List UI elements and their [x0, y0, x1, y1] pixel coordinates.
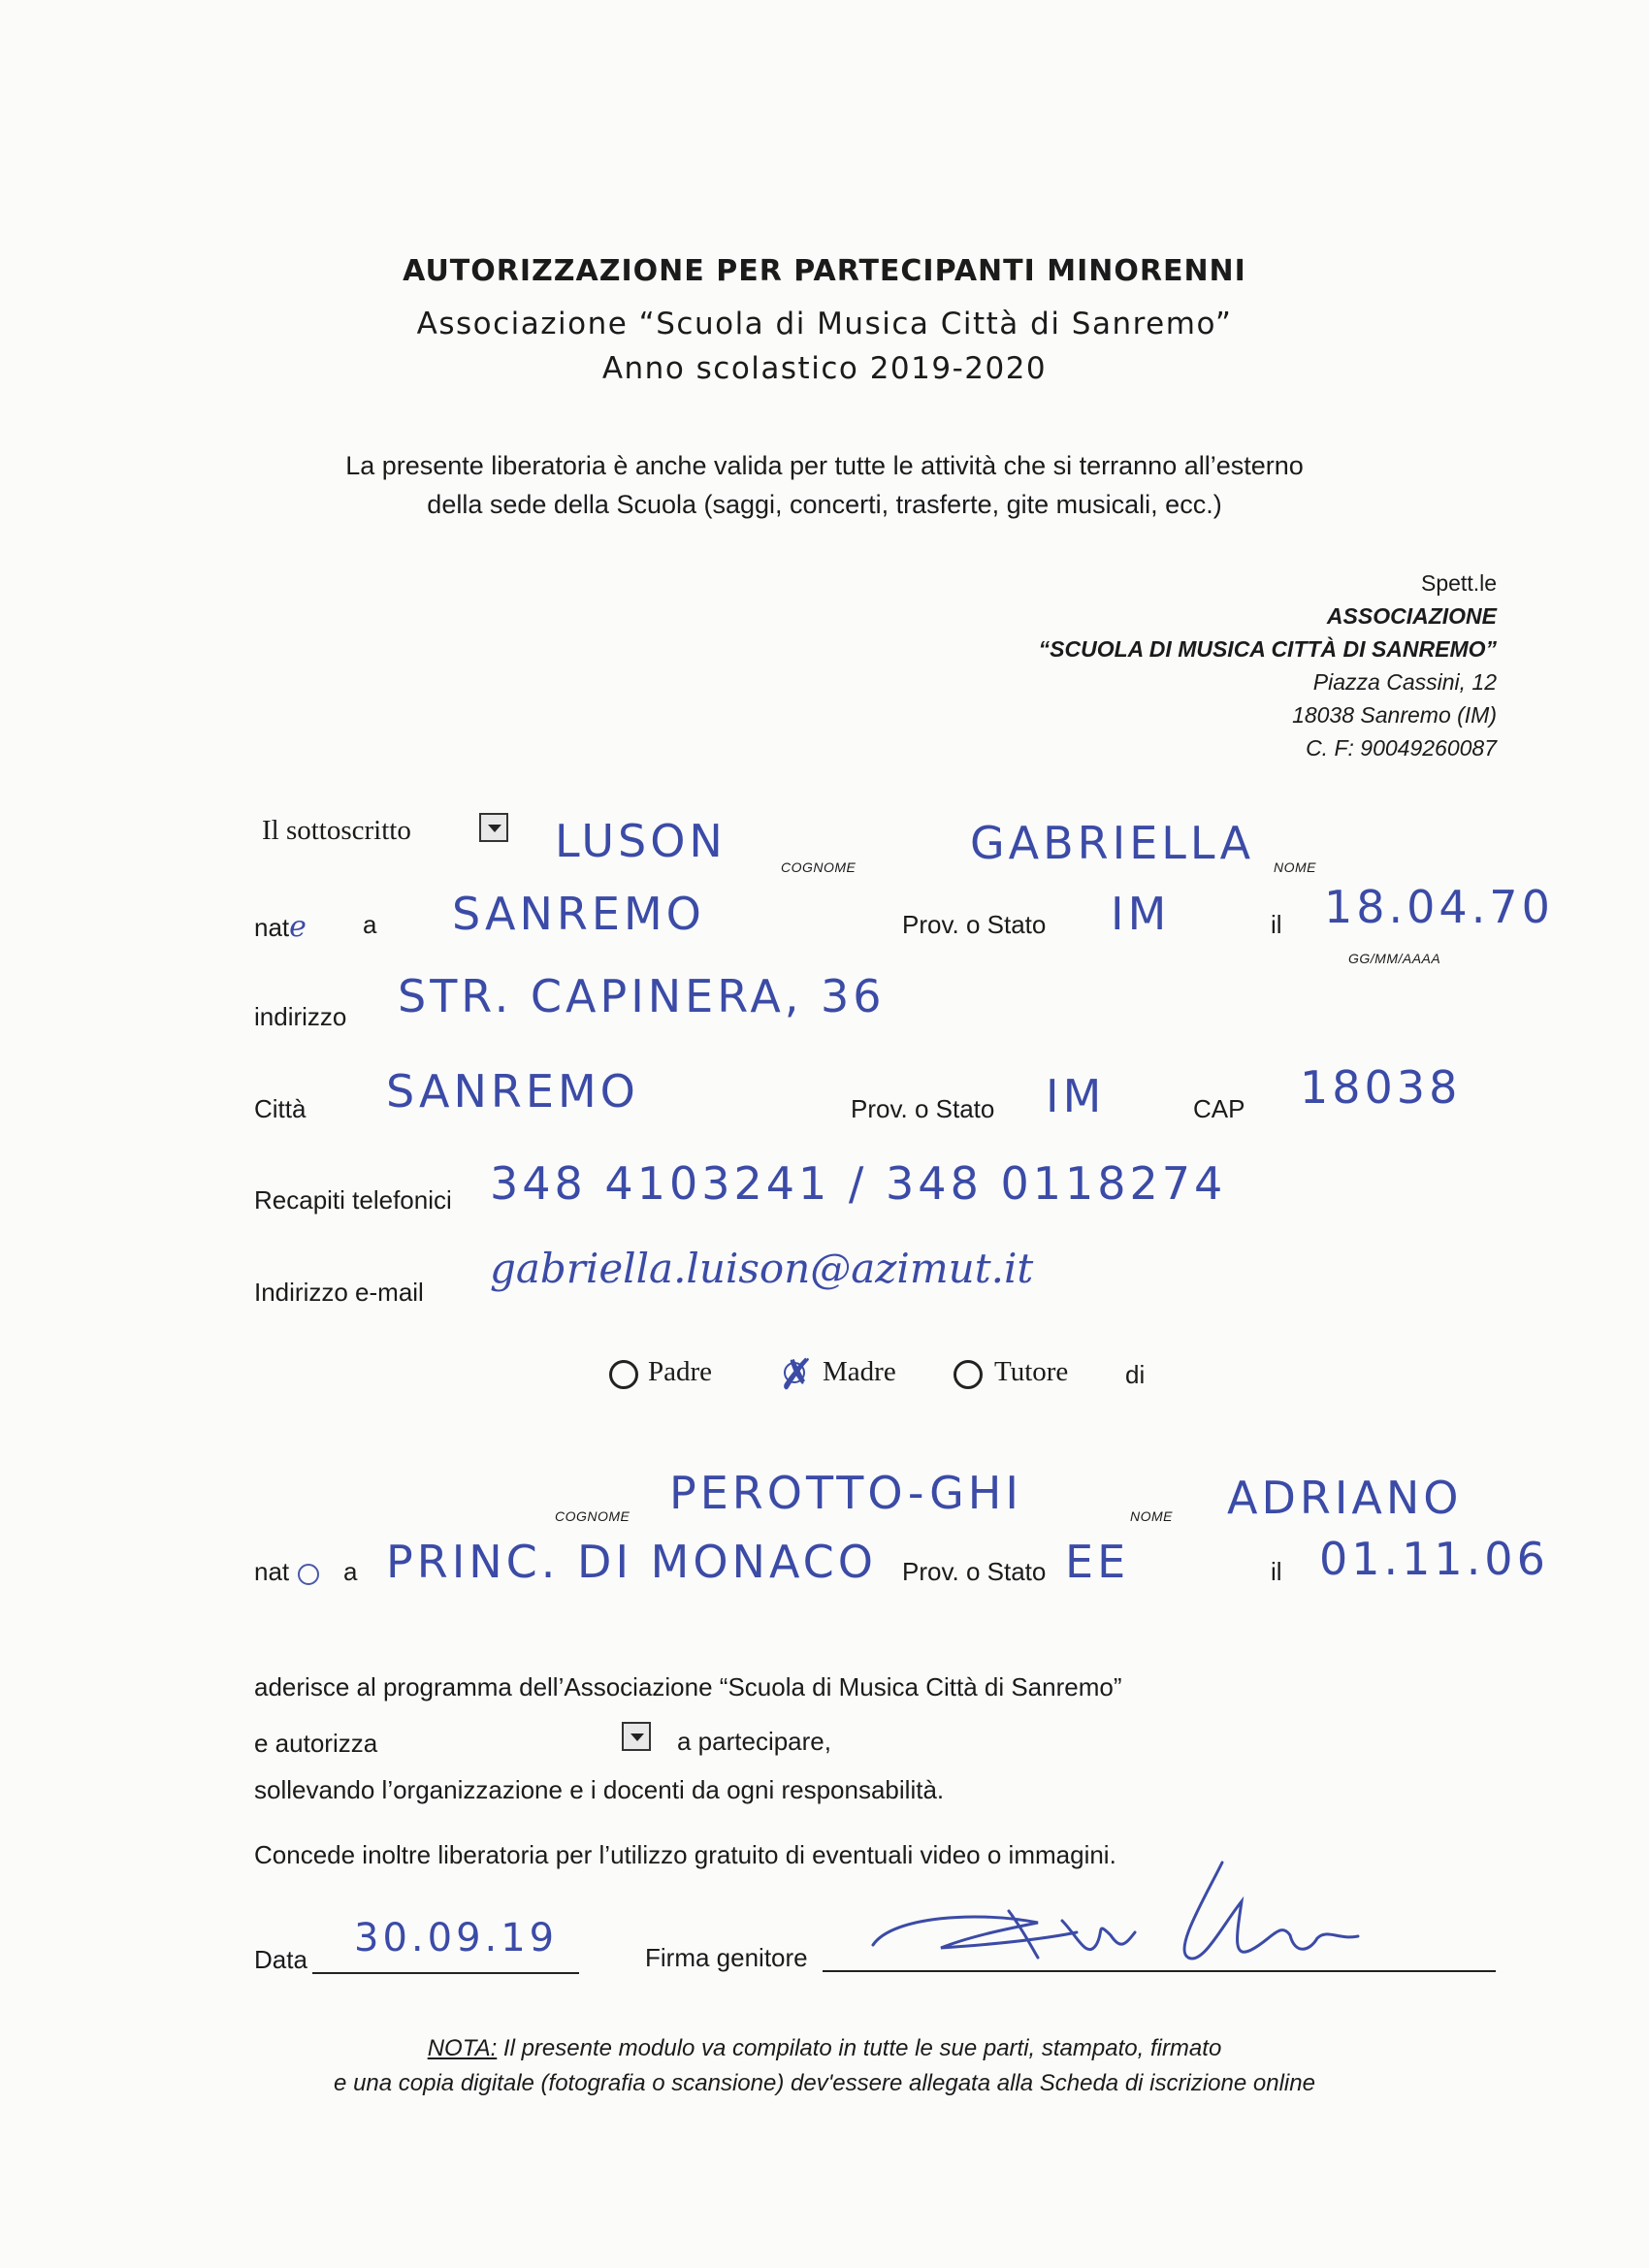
parent-nato-label: nate	[254, 910, 307, 944]
sottoscritto-label: Il sottoscritto	[262, 815, 411, 846]
padre-label: Padre	[648, 1356, 713, 1387]
child-nome-label: NOME	[1130, 1508, 1173, 1524]
tel-label: Recapiti telefonici	[254, 1185, 452, 1215]
cap-value: 18038	[1300, 1061, 1462, 1114]
parent-cognome-value: LUSON	[555, 815, 727, 867]
parent-birthdate-value: 18.04.70	[1324, 881, 1554, 933]
signature-scribble	[854, 1843, 1377, 1989]
parent-nome-value: GABRIELLA	[970, 817, 1255, 869]
child-cognome-value: PEROTTO-GHI	[669, 1467, 1022, 1519]
parent-prov-label: Prov. o Stato	[902, 910, 1047, 939]
parent-birthplace-value: SANREMO	[452, 888, 705, 940]
firma-label: Firma genitore	[645, 1943, 808, 1972]
recipient-city: 18038 Sanremo (IM)	[1292, 702, 1497, 728]
tutore-label: Tutore	[994, 1356, 1069, 1387]
citta-label: Città	[254, 1094, 307, 1123]
partecipare-label: a partecipare,	[677, 1727, 831, 1756]
indirizzo-label: indirizzo	[254, 1002, 347, 1031]
recipient-greeting: Spett.le	[1421, 570, 1497, 596]
citta-prov-label: Prov. o Stato	[851, 1094, 995, 1123]
email-value: gabriella.luison@azimut.it	[490, 1245, 1034, 1292]
citta-prov-value: IM	[1046, 1070, 1106, 1122]
nota-line-1: NOTA: Il presente modulo va compilato in tutte le sue parti, stampato, firmato	[427, 2035, 1222, 2061]
indirizzo-value: STR. CAPINERA, 36	[398, 970, 886, 1022]
parent-cognome-label: COGNOME	[781, 859, 857, 875]
child-nato-label: nat	[254, 1557, 290, 1586]
gender-dropdown[interactable]	[479, 813, 508, 842]
parent-a-label: a	[363, 910, 377, 939]
consent-line-4: Concede inoltre liberatoria per l’utilizzo gratuito di eventuali video o immagini.	[254, 1840, 1116, 1869]
consent-line-3: sollevando l’organizzazione e i docenti da ogni responsabilità.	[254, 1775, 945, 1804]
child-il-label: il	[1271, 1557, 1282, 1586]
parent-nato-suffix: e	[289, 910, 307, 944]
madre-check-mark: ✗	[779, 1350, 815, 1400]
parent-prov-value: IM	[1111, 888, 1171, 940]
child-prov-label: Prov. o Stato	[902, 1557, 1047, 1586]
child-gender-dropdown[interactable]	[622, 1722, 651, 1751]
form-title: AUTORIZZAZIONE PER PARTECIPANTI MINORENNI	[403, 254, 1246, 288]
child-a-label: a	[343, 1557, 358, 1586]
tutore-radio[interactable]	[954, 1360, 983, 1389]
data-label: Data	[254, 1945, 307, 1974]
autorizza-label: e autorizza	[254, 1729, 378, 1758]
school-year: Anno scolastico 2019-2020	[601, 351, 1048, 386]
email-label: Indirizzo e-mail	[254, 1278, 424, 1307]
tel-value: 348 4103241 / 348 0118274	[490, 1157, 1227, 1210]
child-cognome-label: COGNOME	[555, 1508, 630, 1524]
di-label: di	[1125, 1360, 1146, 1389]
madre-label: Madre	[823, 1356, 896, 1387]
child-nato-circle	[298, 1564, 319, 1585]
child-prov-value: EE	[1065, 1536, 1130, 1588]
nota-line-2: e una copia digitale (fotografia o scansione) dev'essere allegata alla Scheda di iscrizione online	[334, 2070, 1315, 2096]
recipient-org-2: “SCUOLA DI MUSICA CITTÀ DI SANREMO”	[1038, 636, 1497, 662]
recipient-org-1: ASSOCIAZIONE	[1326, 603, 1497, 629]
parent-il-label: il	[1271, 910, 1282, 939]
association-name: Associazione “Scuola di Musica Città di Sanremo”	[416, 307, 1233, 341]
cap-label: CAP	[1193, 1094, 1245, 1123]
nota-label: NOTA:	[427, 2035, 498, 2061]
consent-line-1: aderisce al programma dell’Associazione “Scuola di Musica Città di Sanremo”	[254, 1672, 1122, 1701]
parent-nome-label: NOME	[1274, 859, 1316, 875]
intro-line-1: La presente liberatoria è anche valida per tutte le attività che si terranno all’esterno	[345, 451, 1304, 480]
intro-line-2: della sede della Scuola (saggi, concerti, trasferte, gite musicali, ecc.)	[427, 490, 1222, 519]
padre-radio[interactable]	[609, 1360, 638, 1389]
child-nome-value: ADRIANO	[1227, 1472, 1463, 1524]
child-birthdate-value: 01.11.06	[1319, 1533, 1549, 1585]
data-line	[312, 1972, 579, 1974]
recipient-cf: C. F: 90049260087	[1306, 735, 1497, 761]
data-value: 30.09.19	[354, 1916, 559, 1960]
child-birthplace-value: PRINC. DI MONACO	[386, 1536, 877, 1588]
citta-value: SANREMO	[386, 1065, 639, 1118]
date-format-label: GG/MM/AAAA	[1348, 951, 1441, 966]
recipient-street: Piazza Cassini, 12	[1312, 669, 1497, 695]
